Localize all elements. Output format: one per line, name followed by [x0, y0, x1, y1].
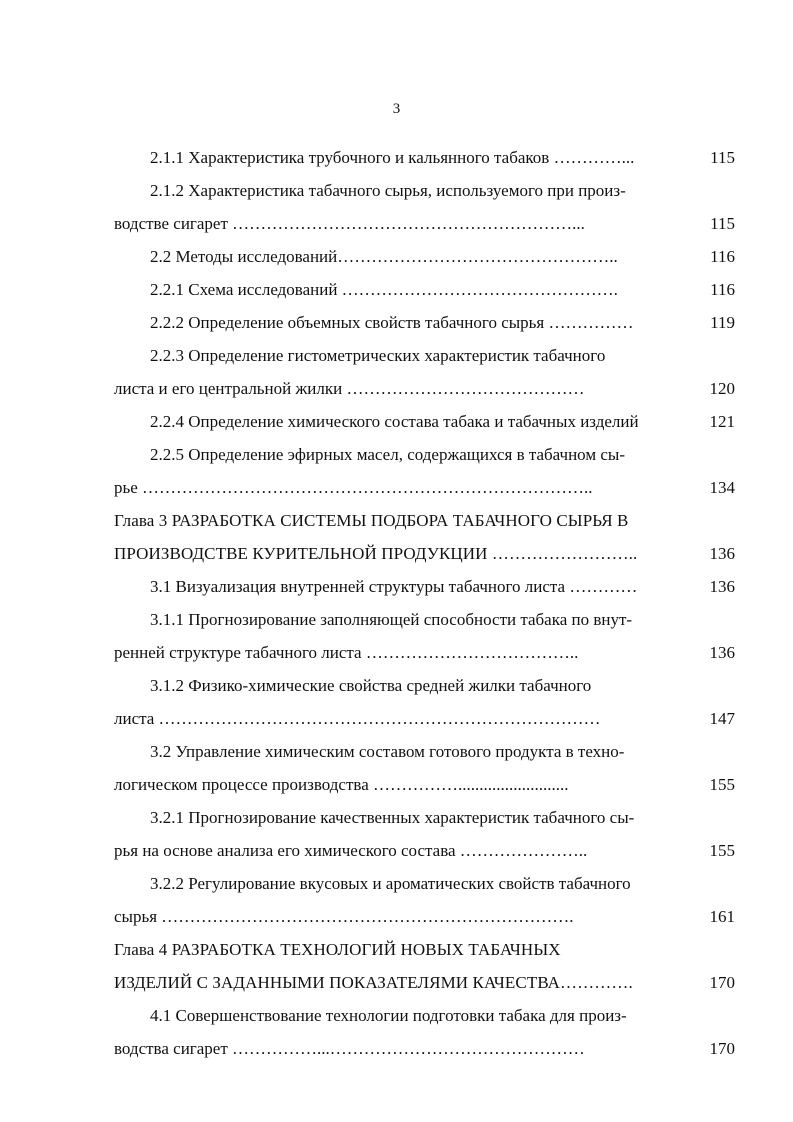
- toc-page-2-2-4: 121: [709, 412, 735, 431]
- toc-entry-3-2-2-cont: сырья ……………………………………………………………….: [114, 907, 574, 926]
- toc-entry-3-1: 3.1 Визуализация внутренней структуры табачного листа …………: [150, 577, 638, 596]
- toc-page-2-1-2: 115: [710, 214, 735, 233]
- toc-page-3-2-2: 161: [709, 907, 735, 926]
- toc-page-2-2: 116: [710, 247, 735, 266]
- toc-entry-4-1: 4.1 Совершенствование технологии подготовки табака для произ-: [150, 1006, 627, 1025]
- toc-entry-2-2-4: 2.2.4 Определение химического состава табака и табачных изделий: [150, 412, 639, 431]
- toc-entry-3-2-cont: логическом процессе производства ……………..........................: [114, 775, 569, 794]
- toc-page-3-1: 136: [709, 577, 735, 596]
- toc-page-3-2-1: 155: [709, 841, 735, 860]
- toc-entry-3-1-1: 3.1.1 Прогнозирование заполняющей способности табака по внут-: [150, 610, 633, 629]
- toc-page-2-2-5: 134: [709, 478, 735, 497]
- toc-page-2-1-1: 115: [710, 148, 735, 167]
- toc-chapter-3: Глава 3 РАЗРАБОТКА СИСТЕМЫ ПОДБОРА ТАБАЧНОГО СЫРЬЯ В: [114, 511, 629, 530]
- toc-entry-2-2-3: 2.2.3 Определение гистометрических характеристик табачного: [150, 346, 606, 365]
- toc-page-4-1: 170: [709, 1039, 735, 1058]
- toc-chapter-4-cont: ИЗДЕЛИЙ С ЗАДАННЫМИ ПОКАЗАТЕЛЯМИ КАЧЕСТВА………….: [114, 973, 633, 992]
- toc-chapter-4: Глава 4 РАЗРАБОТКА ТЕХНОЛОГИЙ НОВЫХ ТАБАЧНЫХ: [114, 940, 561, 959]
- toc-entry-2-2-5: 2.2.5 Определение эфирных масел, содержащихся в табачном сы-: [150, 445, 625, 464]
- toc-entry-3-1-1-cont: ренней структуре табачного листа ………………………………..: [114, 643, 579, 662]
- toc-entry-3-2-2: 3.2.2 Регулирование вкусовых и ароматических свойств табачного: [150, 874, 631, 893]
- toc-entry-4-1-cont: водства сигарет ……………...………………………………………: [114, 1039, 585, 1058]
- toc-entry-3-1-2: 3.1.2 Физико-химические свойства средней жилки табачного: [150, 676, 592, 695]
- toc-page-3-2: 155: [709, 775, 735, 794]
- toc-entry-3-2-1-cont: рья на основе анализа его химического состава …………………..: [114, 841, 588, 860]
- toc-entry-2-1-2: 2.1.2 Характеристика табачного сырья, используемого при произ-: [150, 181, 626, 200]
- page-number: 3: [392, 101, 401, 117]
- toc-entry-2-2-5-cont: рье ……………………………………………………………………..: [114, 478, 593, 497]
- toc-entry-2-1-2-cont: водстве сигарет ……………………………………………………...: [114, 214, 585, 233]
- toc-page-3-1-2: 147: [709, 709, 735, 728]
- toc-entry-2-2-2: 2.2.2 Определение объемных свойств табачного сырья ……………: [150, 313, 634, 332]
- toc-entry-2-1-1: 2.1.1 Характеристика трубочного и кальянного табаков …………...: [150, 148, 635, 167]
- toc-entry-3-1-2-cont: листа ……………………………………………………………………: [114, 709, 601, 728]
- toc-page-2-2-3: 120: [709, 379, 735, 398]
- toc-entry-3-2: 3.2 Управление химическим составом готового продукта в техно-: [150, 742, 625, 761]
- toc-page-2-2-2: 119: [710, 313, 735, 332]
- toc-page-chapter-3: 136: [709, 544, 735, 563]
- toc-entry-3-2-1: 3.2.1 Прогнозирование качественных характеристик табачного сы-: [150, 808, 635, 827]
- toc-entry-2-2-3-cont: листа и его центральной жилки ……………………………………: [114, 379, 585, 398]
- toc-page-2-2-1: 116: [710, 280, 735, 299]
- toc-page-chapter-4: 170: [709, 973, 735, 992]
- toc-entry-2-2: 2.2 Методы исследований…………………………………………..: [150, 247, 618, 266]
- toc-entry-2-2-1: 2.2.1 Схема исследований ………………………………………….: [150, 280, 618, 299]
- toc-chapter-3-cont: ПРОИЗВОДСТВЕ КУРИТЕЛЬНОЙ ПРОДУКЦИИ ……………………..: [114, 544, 638, 563]
- toc-page-3-1-1: 136: [709, 643, 735, 662]
